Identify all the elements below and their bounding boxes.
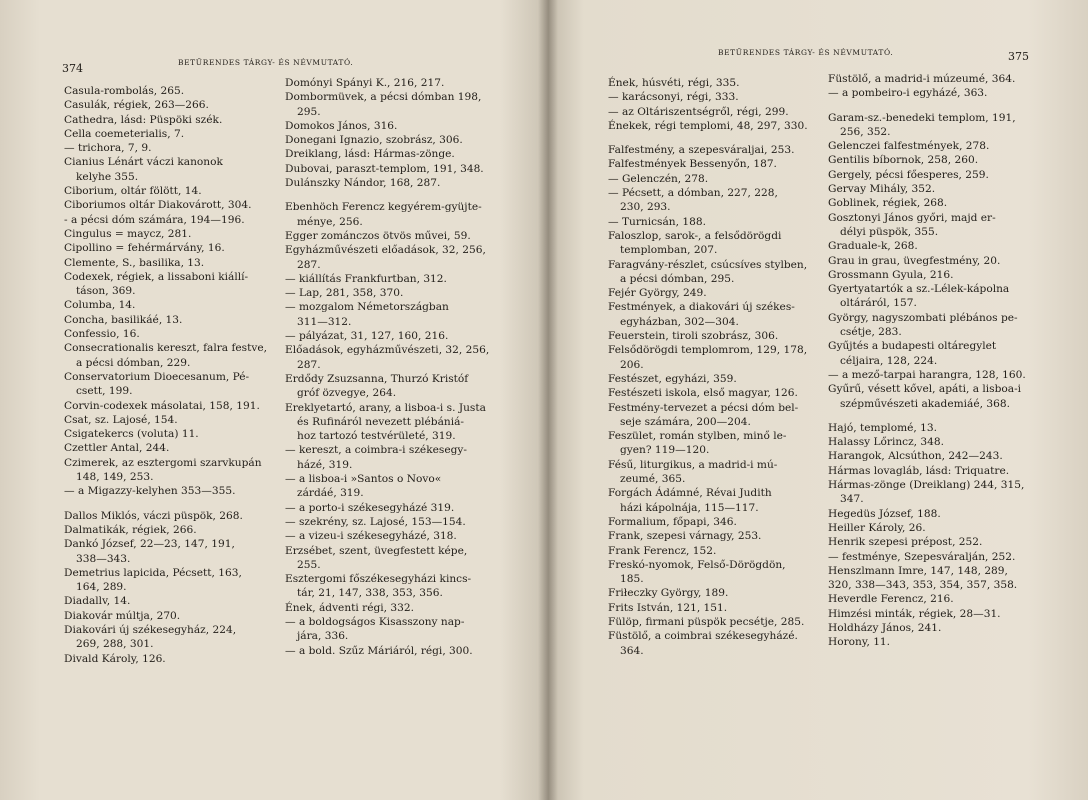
index-entry: Codexek, régiek, a lissaboni kiállí- — [64, 270, 249, 283]
index-entry: Dombormüvek, a pécsi dómban 198, — [285, 91, 482, 104]
index-entry: Festészeti iskola, első magyar, 126. — [608, 387, 798, 400]
index-entry: — karácsonyi, régi, 333. — [608, 91, 739, 104]
index-entry: Fülöp, firmani püspök pecsétje, 285. — [608, 615, 805, 628]
index-entry: Goblinek, régiek, 268. — [828, 197, 948, 210]
book-gutter — [538, 0, 558, 800]
index-entry: Dankó József, 22—23, 147, 191, — [64, 538, 235, 551]
index-entry: Gelenczei falfestmények, 278. — [828, 140, 990, 153]
index-entry: Columba, 14. — [64, 299, 136, 312]
index-entry: Friłeczky György, 189. — [608, 587, 729, 600]
index-entry: Falfestmény, a szepesváraljai, 253. — [608, 144, 795, 157]
index-entry: kelyhe 355. — [76, 170, 139, 183]
index-entry: jára, 336. — [297, 630, 349, 643]
index-entry: Dallos Miklós, váczi püspök, 268. — [64, 509, 243, 522]
index-entry: Garam-sz.-benedeki templom, 191, — [828, 111, 1016, 124]
index-entry: 206. — [620, 358, 644, 371]
index-entry: 347. — [840, 493, 864, 506]
index-entry: Grau in grau, üvegfestmény, 20. — [828, 254, 1001, 267]
index-entry: Dulánszky Nándor, 168, 287. — [285, 177, 441, 190]
index-entry: Ciboriumos oltár Diakovárott, 304. — [64, 199, 252, 212]
index-entry: Énekek, régi templomi, 48, 297, 330. — [608, 119, 808, 132]
index-entry: Donegani Ignazio, szobrász, 306. — [285, 134, 463, 147]
index-entry: 230, 293. — [620, 201, 671, 214]
index-entry: Hármas lovagláb, lásd: Triquatre. — [828, 464, 1010, 477]
index-entry: — szekrény, sz. Lajosé, 153—154. — [285, 515, 466, 528]
index-entry: — mozgalom Németországban — [285, 301, 449, 314]
index-entry: 256, 352. — [840, 125, 891, 138]
index-entry: a pécsi dómban, 295. — [620, 272, 735, 285]
index-column-right-1 — [608, 76, 820, 658]
index-entry: Falfestmények Bessenyőn, 187. — [608, 158, 777, 171]
index-entry: Cella coemeterialis, 7. — [64, 127, 185, 140]
index-entry: Hármas-zönge (Dreiklang) 244, 315, — [828, 479, 1025, 492]
index-entry: Divald Károly, 126. — [64, 652, 166, 665]
index-entry: Előadások, egyházművészeti, 32, 256, — [285, 344, 490, 357]
index-entry: — a Migazzy-kelyhen 353—355. — [64, 485, 236, 498]
index-entry: Cathedra, lásd: Püspöki szék. — [64, 113, 223, 126]
index-entry: Festmény-tervezet a pécsi dóm bel- — [608, 401, 799, 414]
section-gap — [608, 133, 820, 143]
index-entry: Frits István, 121, 151. — [608, 601, 728, 614]
index-entry: 269, 288, 301. — [76, 638, 154, 651]
index-entry: Dreiklang, lásd: Hármas-zönge. — [285, 148, 455, 161]
index-entry: Festmények, a diakovári új székes- — [608, 301, 795, 314]
section-gap — [828, 101, 1050, 111]
index-entry: házi kápolnája, 115—117. — [620, 501, 759, 514]
index-entry: Freskó-nyomok, Felső-Dörögdön, — [608, 558, 786, 571]
index-entry: Csigatekercs (voluta) 11. — [64, 428, 199, 441]
index-entry: Czettler Antal, 244. — [64, 442, 170, 455]
index-entry: 148, 149, 253. — [76, 471, 154, 484]
index-entry: 287. — [297, 258, 321, 271]
index-entry: 295. — [297, 105, 321, 118]
index-entry: Cipollino = fehérmárvány, 16. — [64, 242, 225, 255]
index-entry: 311—312. — [297, 315, 352, 328]
index-entry: Diakovár múltja, 270. — [64, 609, 181, 622]
index-entry: Ének, ádventi régi, 332. — [285, 601, 414, 614]
index-entry: — pályázat, 31, 127, 160, 216. — [285, 330, 449, 343]
index-entry: Faloszlop, sarok-, a felsődörögdi — [608, 229, 782, 242]
index-entry: 338—343. — [76, 552, 131, 565]
index-entry: egyházban, 302—304. — [620, 315, 739, 328]
index-entry: Füstölő, a madrid-i múzeumé, 364. — [828, 73, 1016, 85]
index-entry: Casula-rombolás, 265. — [64, 85, 185, 97]
index-entry: Consecrationalis kereszt, falra festve, — [64, 342, 267, 355]
index-entry: Frank, szepesi várnagy, 253. — [608, 530, 762, 543]
index-entry: — a lisboa-i »Santos o Novo« — [285, 473, 442, 486]
index-entry: Heverdle Ferencz, 216. — [828, 593, 954, 606]
index-entry: Faragvány-részlet, csúcsíves stylben, — [608, 258, 808, 271]
index-entry: Feuerstein, tiroli szobrász, 306. — [608, 330, 779, 343]
index-entry: 364. — [620, 644, 644, 657]
index-entry: 287. — [297, 358, 321, 371]
index-entry: — a boldogságos Kisasszony nap- — [285, 615, 465, 628]
index-entry: — a mező-tarpai harangra, 128, 160. — [828, 368, 1026, 381]
index-entry: — Turnicsán, 188. — [608, 215, 706, 228]
index-entry: Diadallv, 14. — [64, 595, 131, 608]
index-entry: Gyűrű, vésett kővel, apáti, a lisboa-i — [828, 383, 1022, 396]
index-entry: Hajó, templomé, 13. — [828, 421, 937, 434]
index-entry: Ereklyetartó, arany, a lisboa-i s. Justa — [285, 401, 486, 414]
index-entry: táson, 369. — [76, 285, 136, 298]
index-entry: Gyertyatartók a sz.-Lélek-kápolna — [828, 283, 1010, 296]
index-entry: Domónyi Spányi K., 216, 217. — [285, 77, 445, 89]
index-entry: ménye, 256. — [297, 215, 363, 228]
index-entry: Formalium, főpapi, 346. — [608, 515, 737, 528]
index-entry: gyen? 119—120. — [620, 444, 710, 457]
index-entry: Domokos János, 316. — [285, 119, 398, 132]
section-gap — [64, 499, 276, 509]
index-entry: — a bold. Szűz Máriáról, régi, 300. — [285, 644, 473, 657]
index-entry: hoz tartozó testvérületé, 319. — [297, 430, 456, 443]
index-entry: 185. — [620, 573, 644, 586]
index-entry: — a pombeiro-i egyházé, 363. — [828, 87, 988, 100]
index-entry: Cingulus = maycz, 281. — [64, 227, 192, 240]
index-entry: Conservatorium Dioecesanum, Pé- — [64, 370, 250, 383]
index-entry: — Pécsett, a dómban, 227, 228, — [608, 187, 778, 200]
index-entry: délyi püspök, 355. — [840, 225, 939, 238]
index-entry: Feszület, román stylben, minő le- — [608, 430, 787, 443]
index-entry: Grossmann Gyula, 216. — [828, 268, 954, 281]
index-entry: Festészet, egyházi, 359. — [608, 372, 737, 385]
index-entry: Cianius Lénárt váczi kanonok — [64, 156, 223, 169]
index-entry: — a porto-i székesegyházé 319. — [285, 501, 455, 514]
index-entry: csett, 199. — [76, 385, 133, 398]
index-entry: — Gelenczén, 278. — [608, 172, 709, 185]
index-column-right-2 — [828, 72, 1050, 650]
index-entry: — Lap, 281, 358, 370. — [285, 287, 404, 300]
index-entry: és Rufináról nevezett plébániá- — [297, 415, 464, 428]
index-entry: Gervay Mihály, 352. — [828, 183, 936, 196]
index-entry: Hegedüs József, 188. — [828, 507, 941, 520]
index-entry: — kereszt, a coimbra-i székesegy- — [285, 444, 467, 457]
index-entry: — festménye, Szepesváralján, 252. — [828, 550, 1016, 563]
index-entry: Halassy Lőrincz, 348. — [828, 436, 945, 449]
page-number: 374 — [62, 62, 83, 75]
index-entry: Corvin-codexek másolatai, 158, 191. — [64, 399, 260, 412]
index-entry: Felsődörögdi templomrom, 129, 178, — [608, 344, 808, 357]
index-entry: céljaira, 128, 224. — [840, 354, 938, 367]
index-entry: 320, 338—343, 353, 354, 357, 358. — [828, 579, 1018, 592]
index-entry: szépművészeti akademiáé, 368. — [840, 397, 1010, 410]
index-entry: zárdáé, 319. — [297, 487, 364, 500]
index-entry: Csat, sz. Lajosé, 154. — [64, 413, 178, 426]
index-entry: Gentilis bíbornok, 258, 260. — [828, 154, 979, 167]
index-entry: Erzsébet, szent, üvegfestett képe, — [285, 544, 468, 557]
index-entry: Clemente, S., basilika, 13. — [64, 256, 205, 269]
index-entry: Confessio, 16. — [64, 328, 140, 341]
index-column-left-2 — [285, 76, 507, 658]
index-entry: Ciborium, oltár fölött, 14. — [64, 185, 202, 198]
index-entry: Erdődy Zsuzsanna, Thurzó Kristóf — [285, 372, 469, 385]
index-entry: Himzési minták, régiek, 28—31. — [828, 607, 1001, 620]
index-entry: Henrik szepesi prépost, 252. — [828, 536, 983, 549]
index-entry: tár, 21, 147, 338, 353, 356. — [297, 587, 443, 600]
index-entry: Harangok, Alcsúthon, 242—243. — [828, 450, 1003, 463]
running-header: BETŰRENDES TÁRGY- ÉS NÉVMUTATÓ. — [178, 58, 354, 67]
index-entry: — az Oltáriszentségről, régi, 299. — [608, 105, 789, 118]
index-entry: Ebenhöch Ferencz kegyérem-gyüjte- — [285, 201, 482, 214]
index-entry: Graduale-k, 268. — [828, 240, 918, 253]
running-header: BETŰRENDES TÁRGY- ÉS NÉVMUTATÓ. — [718, 48, 894, 57]
section-gap — [828, 411, 1050, 421]
index-entry: Czimerek, az esztergomi szarvkupán — [64, 456, 262, 469]
index-entry: zeumé, 365. — [620, 473, 686, 486]
index-entry: 255. — [297, 558, 321, 571]
index-entry: Füstölő, a coimbrai székesegyházé. — [608, 630, 798, 643]
index-entry: — a vizeu-i székesegyházé, 318. — [285, 530, 457, 543]
index-entry: gróf özvegye, 264. — [297, 387, 397, 400]
index-entry: Gergely, pécsi főesperes, 259. — [828, 168, 989, 181]
index-entry: Dubovai, paraszt-templom, 191, 348. — [285, 162, 484, 175]
index-entry: oltáráról, 157. — [840, 297, 917, 310]
page-number: 375 — [1008, 50, 1029, 63]
index-entry: Gosztonyi János győri, majd er- — [828, 211, 996, 224]
index-entry: csétje, 283. — [840, 326, 902, 339]
index-entry: templomban, 207. — [620, 244, 718, 257]
index-entry: házé, 319. — [297, 458, 353, 471]
index-entry: Henszlmann Imre, 147, 148, 289, — [828, 564, 1008, 577]
index-entry: seje számára, 200—204. — [620, 415, 751, 428]
index-entry: Frank Ferencz, 152. — [608, 544, 717, 557]
index-entry: Horony, 11. — [828, 636, 891, 649]
index-entry: Holdházy János, 241. — [828, 621, 942, 634]
index-entry: Egger zománczos ötvös művei, 59. — [285, 229, 471, 242]
index-entry: — trichora, 7, 9. — [64, 142, 152, 155]
index-entry: Dalmatikák, régiek, 266. — [64, 523, 197, 536]
index-entry: Egyházművészeti előadások, 32, 256, — [285, 244, 486, 257]
index-entry: Demetrius lapicida, Pécsett, 163, — [64, 566, 242, 579]
section-gap — [285, 190, 507, 200]
index-entry: Heiller Károly, 26. — [828, 521, 926, 534]
index-entry: Diakovári új székesegyház, 224, — [64, 623, 237, 636]
index-entry: Gyűjtés a budapesti oltáregylet — [828, 340, 997, 353]
index-entry: - a pécsi dóm számára, 194—196. — [64, 213, 245, 226]
index-entry: György, nagyszombati plébános pe- — [828, 311, 1018, 324]
index-entry: Esztergomi főszékesegyházi kincs- — [285, 573, 472, 586]
index-entry: 164, 289. — [76, 581, 127, 594]
index-entry: Casulák, régiek, 263—266. — [64, 99, 209, 112]
index-entry: a pécsi dómban, 229. — [76, 356, 191, 369]
index-entry: Concha, basilikáé, 13. — [64, 313, 183, 326]
index-entry: — kiállítás Frankfurtban, 312. — [285, 272, 447, 285]
index-column-left-1 — [64, 84, 276, 666]
right-page — [548, 0, 1088, 800]
index-entry: Ének, húsvéti, régi, 335. — [608, 77, 740, 89]
index-entry: Forgách Ádámné, Révai Judith — [608, 487, 772, 500]
index-entry: Fejér György, 249. — [608, 287, 707, 300]
index-entry: Fésű, liturgikus, a madrid-i mú- — [608, 458, 778, 471]
